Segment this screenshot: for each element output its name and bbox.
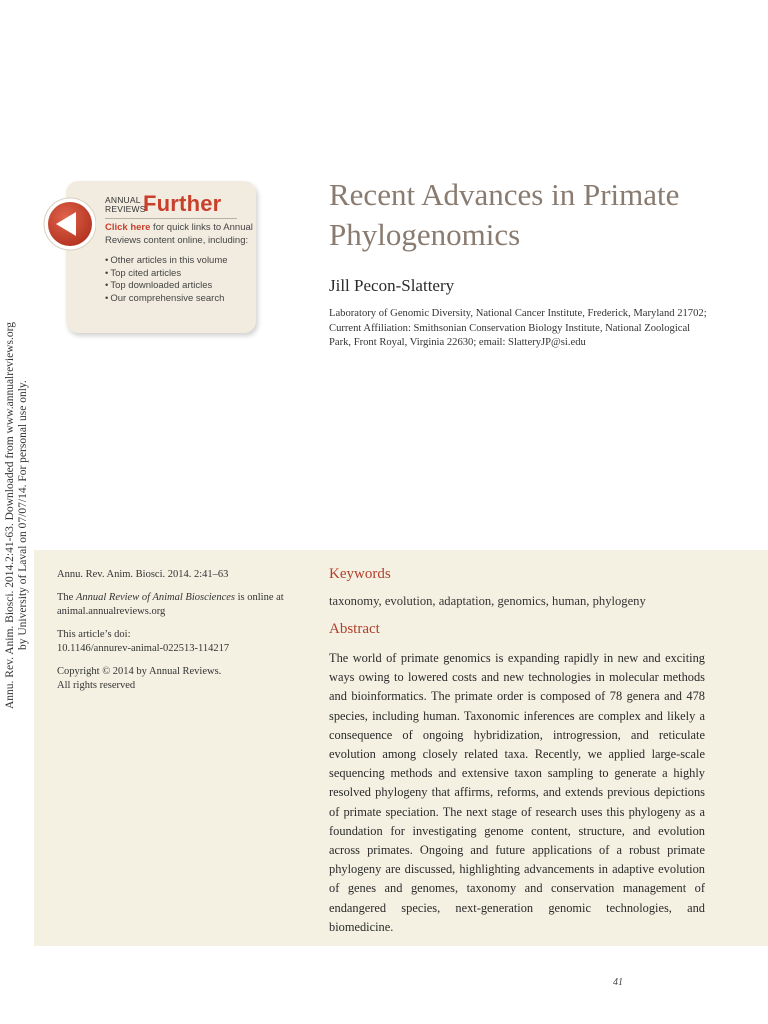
article-title: Recent Advances in Primate Phylogenomics [329, 177, 680, 252]
doi-value[interactable]: 10.1146/annurev-animal-022513-114217 [57, 643, 230, 654]
click-here-link[interactable]: Click here [105, 222, 151, 233]
doi-label: This article’s doi: [57, 629, 131, 640]
doi-block [57, 628, 297, 656]
further-description [105, 222, 253, 305]
download-notice [0, 300, 34, 730]
keywords-heading: Keywords [329, 566, 391, 582]
rights: All rights reserved [57, 680, 136, 691]
citation: Annu. Rev. Anim. Biosci. 2014. 2:41–63 [57, 569, 229, 580]
download-notice-line-1: Annu. Rev. Anim. Biosci. 2014.2:41-63. Downloaded from www.annualreviews.org [4, 321, 16, 709]
online-prefix: The [57, 592, 76, 603]
annual-label: ANNUAL [105, 195, 141, 205]
further-link-top-downloaded[interactable]: • Top downloaded articles [105, 280, 253, 293]
page-number: 41 [613, 977, 623, 988]
article-meta [57, 568, 297, 702]
author-name: Jill Pecon-Slattery [329, 276, 455, 295]
author-affiliation: Laboratory of Genomic Diversity, National Cancer Institute, Frederick, Maryland 21702; Current Affiliation: Smithsonian Conservation Biology Institute, National Zoological Park, Front Royal, Virginia 22630; email: SlatteryJP@si.edu [329, 308, 707, 348]
further-logo-text: Further [143, 191, 222, 216]
abstract-heading: Abstract [329, 621, 380, 637]
download-notice-line-2: by University of Laval on 07/07/14. For personal use only. [17, 380, 29, 650]
journal-name: Annual Review of Animal Biosciences [75, 592, 235, 603]
further-link-search[interactable]: • Our comprehensive search [105, 293, 253, 306]
play-left-arrow-icon[interactable] [42, 192, 96, 252]
copyright: Copyright © 2014 by Annual Reviews. [57, 666, 222, 677]
annual-reviews-logo-label [105, 196, 146, 214]
reviews-label: REVIEWS [105, 204, 146, 214]
copyright-block [57, 665, 297, 693]
further-intro: for quick links to Annual Reviews content online, including: [105, 222, 253, 246]
online-suffix: is online at animal.annualreviews.org [57, 592, 284, 617]
further-link-top-cited[interactable]: • Top cited articles [105, 268, 253, 281]
abstract-body: The world of primate genomics is expanding rapidly in new and exciting ways owing to lowered costs and new technologies in molecular methods and bioinformatics. The primate order is composed of 78 genera and 478 species, including human. Taxonomic inferences are complex and likely a consequence of ongoing hybridization, introgression, and reticulate evolution among closely related taxa. Recently, we applied large-scale sequencing methods and extensive taxon sampling to generate a highly resolved phylogeny that affirms, reforms, and extends previous depictions of primate speciation. The next stage of research uses this phylogeny as a foundation for investigating genome content, structure, and evolution across primates. Ongoing and future applications of a robust primate phylogeny are discussed, highlighting advancements in adaptive evolution of genes and genomes, taxonomy and conservation management of endangered species, next-generation genomic technologies, and biomedicine. [329, 651, 705, 934]
further-divider [105, 218, 237, 219]
further-links-list [105, 255, 253, 305]
keywords-list: taxonomy, evolution, adaptation, genomics, human, phylogeny [329, 594, 646, 608]
further-link-other-articles[interactable]: • Other articles in this volume [105, 255, 253, 268]
online-note [57, 591, 297, 619]
